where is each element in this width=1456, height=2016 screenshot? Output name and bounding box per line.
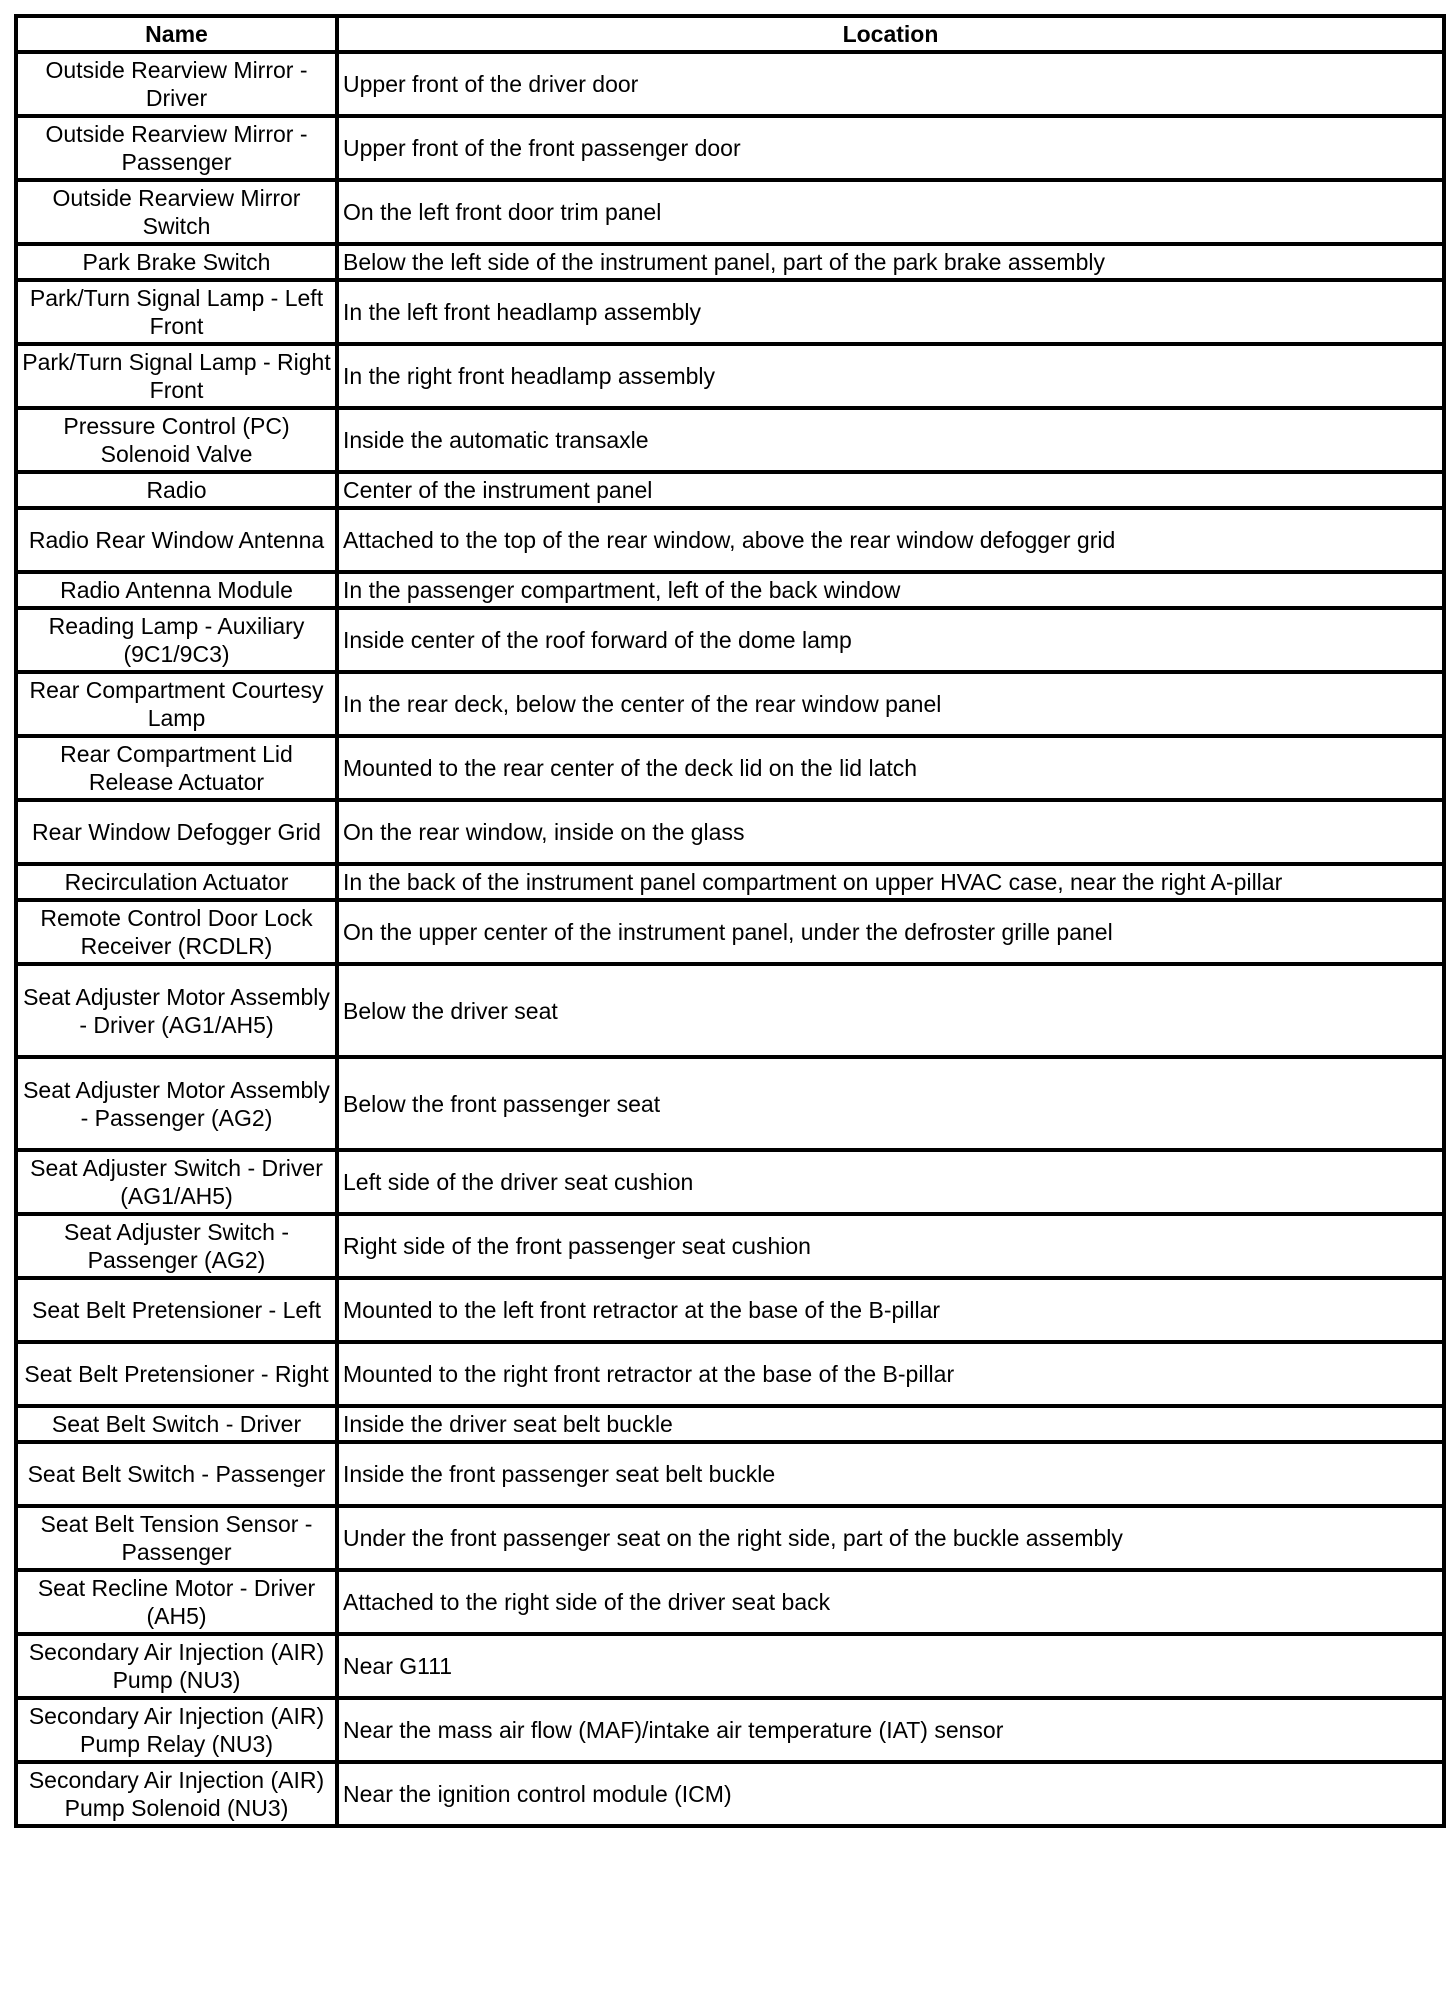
table-row	[16, 1150, 1444, 1214]
component-name-cell: Reading Lamp - Auxiliary (9C1/9C3)	[16, 608, 337, 672]
table-row	[16, 572, 1444, 608]
component-location-cell: Upper front of the front passenger door	[337, 116, 1444, 180]
component-name-cell: Seat Belt Pretensioner - Left	[16, 1278, 337, 1342]
component-location-cell: Mounted to the left front retractor at the base of the B-pillar	[337, 1278, 1444, 1342]
table-row	[16, 800, 1444, 864]
component-name-cell: Outside Rearview Mirror - Driver	[16, 52, 337, 116]
table-row	[16, 52, 1444, 116]
component-name-cell: Seat Belt Pretensioner - Right	[16, 1342, 337, 1406]
component-location-cell: Mounted to the right front retractor at the base of the B-pillar	[337, 1342, 1444, 1406]
component-name-cell: Radio Rear Window Antenna	[16, 508, 337, 572]
table-row	[16, 180, 1444, 244]
component-name-cell: Seat Belt Switch - Driver	[16, 1406, 337, 1442]
component-name-cell: Recirculation Actuator	[16, 864, 337, 900]
table-row	[16, 900, 1444, 964]
component-location-cell: Near the ignition control module (ICM)	[337, 1762, 1444, 1826]
component-name-cell: Seat Adjuster Motor Assembly - Passenger (AG2)	[16, 1057, 337, 1150]
component-location-cell: Near the mass air flow (MAF)/intake air temperature (IAT) sensor	[337, 1698, 1444, 1762]
component-location-document	[14, 14, 1442, 1828]
table-row	[16, 1406, 1444, 1442]
table-body	[16, 52, 1444, 1826]
location-column-header: Location	[337, 16, 1444, 52]
component-name-cell: Park/Turn Signal Lamp - Left Front	[16, 280, 337, 344]
table-row	[16, 1698, 1444, 1762]
component-name-cell: Rear Window Defogger Grid	[16, 800, 337, 864]
component-location-cell: Attached to the right side of the driver seat back	[337, 1570, 1444, 1634]
component-location-cell: On the left front door trim panel	[337, 180, 1444, 244]
component-name-cell: Seat Adjuster Motor Assembly - Driver (AG1/AH5)	[16, 964, 337, 1057]
component-location-cell: Inside the driver seat belt buckle	[337, 1406, 1444, 1442]
header-row	[16, 16, 1444, 52]
table-row	[16, 964, 1444, 1057]
component-location-cell: Inside the front passenger seat belt buckle	[337, 1442, 1444, 1506]
table-row	[16, 1342, 1444, 1406]
table-row	[16, 280, 1444, 344]
table-row	[16, 1278, 1444, 1342]
component-location-cell: Near G111	[337, 1634, 1444, 1698]
component-location-cell: Inside center of the roof forward of the dome lamp	[337, 608, 1444, 672]
table-row	[16, 736, 1444, 800]
component-location-cell: In the rear deck, below the center of the rear window panel	[337, 672, 1444, 736]
component-location-cell: Under the front passenger seat on the right side, part of the buckle assembly	[337, 1506, 1444, 1570]
component-location-cell: In the right front headlamp assembly	[337, 344, 1444, 408]
component-location-cell: On the upper center of the instrument panel, under the defroster grille panel	[337, 900, 1444, 964]
component-location-cell: In the passenger compartment, left of the back window	[337, 572, 1444, 608]
component-location-cell: Center of the instrument panel	[337, 472, 1444, 508]
table-row	[16, 1634, 1444, 1698]
component-location-cell: Below the driver seat	[337, 964, 1444, 1057]
component-location-cell: Inside the automatic transaxle	[337, 408, 1444, 472]
table-row	[16, 508, 1444, 572]
component-location-table	[14, 14, 1446, 1828]
component-location-cell: Right side of the front passenger seat cushion	[337, 1214, 1444, 1278]
component-name-cell: Rear Compartment Courtesy Lamp	[16, 672, 337, 736]
component-location-cell: On the rear window, inside on the glass	[337, 800, 1444, 864]
table-row	[16, 1442, 1444, 1506]
component-name-cell: Secondary Air Injection (AIR) Pump Solenoid (NU3)	[16, 1762, 337, 1826]
component-name-cell: Seat Recline Motor - Driver (AH5)	[16, 1570, 337, 1634]
table-row	[16, 1570, 1444, 1634]
component-name-cell: Outside Rearview Mirror Switch	[16, 180, 337, 244]
table-row	[16, 1762, 1444, 1826]
table-row	[16, 1057, 1444, 1150]
component-name-cell: Seat Belt Switch - Passenger	[16, 1442, 337, 1506]
table-row	[16, 672, 1444, 736]
table-row	[16, 472, 1444, 508]
component-name-cell: Park/Turn Signal Lamp - Right Front	[16, 344, 337, 408]
component-location-cell: Attached to the top of the rear window, above the rear window defogger grid	[337, 508, 1444, 572]
component-location-cell: Left side of the driver seat cushion	[337, 1150, 1444, 1214]
name-column-header: Name	[16, 16, 337, 52]
component-name-cell: Seat Adjuster Switch - Passenger (AG2)	[16, 1214, 337, 1278]
table-row	[16, 116, 1444, 180]
table-row	[16, 1214, 1444, 1278]
component-name-cell: Pressure Control (PC) Solenoid Valve	[16, 408, 337, 472]
component-name-cell: Park Brake Switch	[16, 244, 337, 280]
table-row	[16, 408, 1444, 472]
component-location-cell: Upper front of the driver door	[337, 52, 1444, 116]
table-row	[16, 1506, 1444, 1570]
component-name-cell: Seat Adjuster Switch - Driver (AG1/AH5)	[16, 1150, 337, 1214]
component-name-cell: Radio	[16, 472, 337, 508]
table-row	[16, 244, 1444, 280]
component-location-cell: In the left front headlamp assembly	[337, 280, 1444, 344]
component-location-cell: Below the left side of the instrument panel, part of the park brake assembly	[337, 244, 1444, 280]
component-name-cell: Seat Belt Tension Sensor - Passenger	[16, 1506, 337, 1570]
component-name-cell: Secondary Air Injection (AIR) Pump (NU3)	[16, 1634, 337, 1698]
component-name-cell: Remote Control Door Lock Receiver (RCDLR)	[16, 900, 337, 964]
component-name-cell: Secondary Air Injection (AIR) Pump Relay (NU3)	[16, 1698, 337, 1762]
component-name-cell: Radio Antenna Module	[16, 572, 337, 608]
component-name-cell: Rear Compartment Lid Release Actuator	[16, 736, 337, 800]
component-location-cell: Mounted to the rear center of the deck lid on the lid latch	[337, 736, 1444, 800]
component-location-cell: In the back of the instrument panel compartment on upper HVAC case, near the right A-pillar	[337, 864, 1444, 900]
table-row	[16, 864, 1444, 900]
table-row	[16, 608, 1444, 672]
component-location-cell: Below the front passenger seat	[337, 1057, 1444, 1150]
table-row	[16, 344, 1444, 408]
component-name-cell: Outside Rearview Mirror - Passenger	[16, 116, 337, 180]
